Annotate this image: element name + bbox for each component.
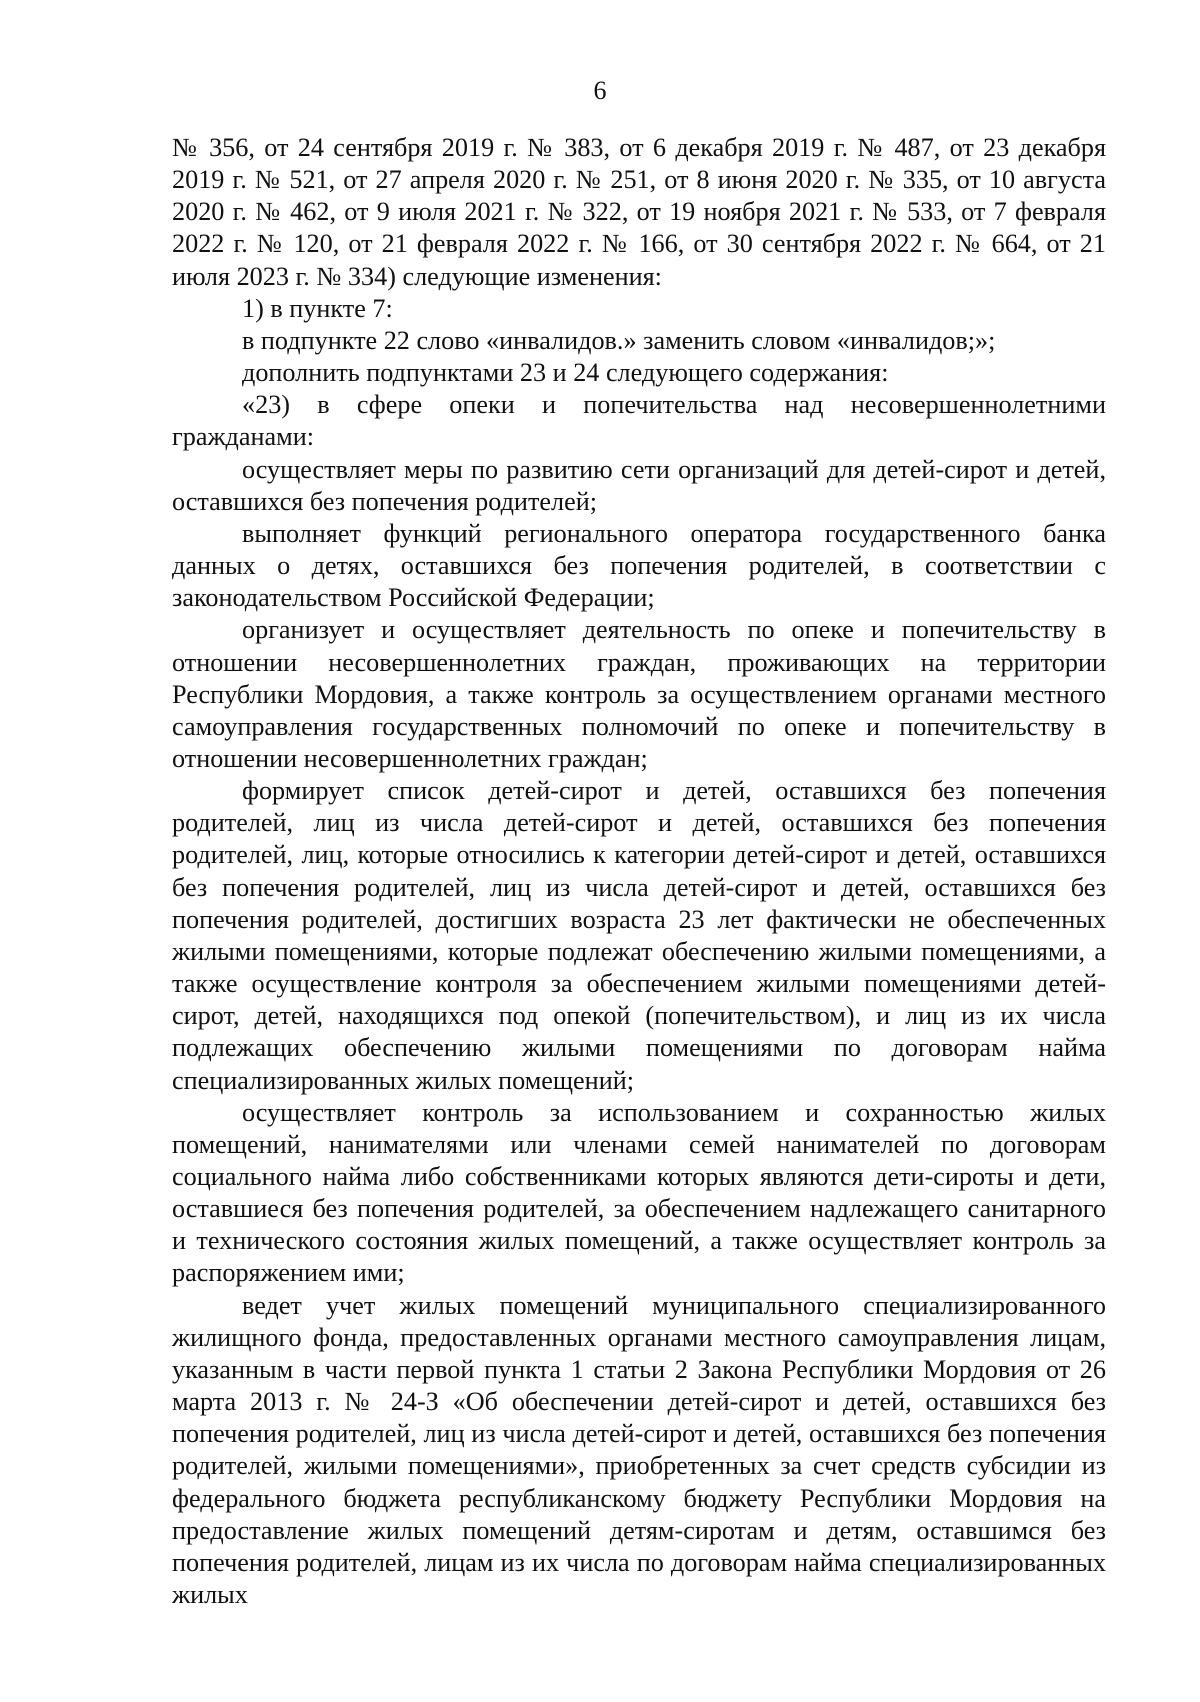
paragraph-add-subpoints: дополнить подпунктами 23 и 24 следующего содержания: bbox=[242, 358, 889, 388]
paragraph-continuation: № 356, от 24 сентября 2019 г. № 383, от 6 декабря 2019 г. № 487, от 23 декабря 2019 г. № 521, от 27 апреля 2020 г. № 251, от 8 июня 2020 г. № 335, от 10 августа 2020 г. № 462, от 9 июля 2021 г. № 322, от 19 ноября 2021 г. № 533, от 7 февраля 2022 г. № 120, от 21 февраля 2022 г. № 166, от 30 сентября 2022 г. № 664, от 21 июля 2023 г. № 334) следующие изменения: bbox=[172, 133, 1106, 291]
paragraph-guardianship-activity: организует и осуществляет деятельность по опеке и попечительству в отношении несовершеннолетних граждан, проживающих на территории Республики Мордовия, а также контроль за осуществлением органами местного самоуправления государственных полномочий по опеке и попечительству в отношении несовершеннолетних граждан; bbox=[172, 615, 1106, 773]
paragraph-subpoint-22: в подпункте 22 слово «инвалидов.» заменить словом «инвалидов;»; bbox=[242, 325, 996, 355]
page-number: 6 bbox=[593, 76, 607, 105]
document-body bbox=[172, 132, 1106, 1611]
paragraph-regional-operator: выполняет функций регионального оператора государственного банка данных о детях, оставшихся без попечения родителей, в соответствии с законодательством Российской Федерации; bbox=[172, 518, 1106, 613]
paragraph-item-1: 1) в пункте 7: bbox=[242, 293, 393, 323]
paragraph-network-measures: осуществляет меры по развитию сети организаций для детей-сирот и детей, оставшихся без попечения родителей; bbox=[172, 454, 1106, 516]
paragraph-subpoint-23-heading: «23) в сфере опеки и попечительства над несовершеннолетними гражданами: bbox=[172, 390, 1106, 452]
paragraph-housing-control: осуществляет контроль за использованием и сохранностью жилых помещений, нанимателями или членами семей нанимателей по договорам социального найма либо собственниками которых являются дети-сироты и дети, оставшиеся без попечения родителей, за обеспечением надлежащего санитарного и технического состояния жилых помещений, а также осуществляет контроль за распоряжением ими; bbox=[172, 1097, 1106, 1288]
paragraph-orphans-list: формирует список детей-сирот и детей, оставшихся без попечения родителей, лиц из числа детей-сирот и детей, оставшихся без попечения родителей, лиц, которые относились к категории детей-сирот и детей, оставшихся без попечения родителей, лиц из числа детей-сирот и детей, оставшихся без попечения родителей, достигших возраста 23 лет фактически не обеспеченных жилыми помещениями, которые подлежат обеспечению жилыми помещениями, а также осуществление контроля за обеспечением жилыми помещениями детей-сирот, детей, находящихся под опекой (попечительством), и лиц из их числа подлежащих обеспечению жилыми помещениями по договорам найма специализированных жилых помещений; bbox=[172, 776, 1106, 1095]
paragraph-housing-register: ведет учет жилых помещений муниципального специализированного жилищного фонда, предоставленных органами местного самоуправления лицам, указанным в части первой пункта 1 статьи 2 Закона Республики Мордовия от 26 марта 2013 г. № 24-З «Об обеспечении детей-сирот и детей, оставшихся без попечения родителей, лиц из числа детей-сирот и детей, оставшихся без попечения родителей, жилыми помещениями», приобретенных за счет средств субсидии из федерального бюджета республиканскому бюджету Республики Мордовия на предоставление жилых помещений детям-сиротам и детям, оставшимся без попечения родителей, лицам из их числа по договорам найма специализированных жилых bbox=[172, 1290, 1106, 1610]
